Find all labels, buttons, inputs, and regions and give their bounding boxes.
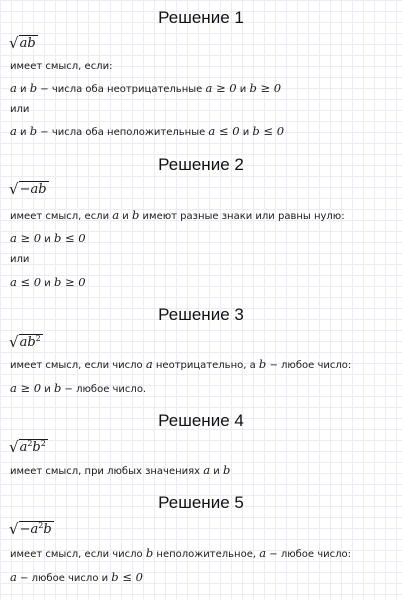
- condition-intro-3: имеет смысл, если число a неотрицательно, а b − любое число:: [10, 357, 352, 371]
- condition-intro-2: имеет смысл, если a и b имеют разные знаки или равны нулю:: [10, 208, 345, 222]
- condition-nonpositive: a и b − числа оба неположительные a ≤ 0 и b ≤ 0: [10, 124, 285, 138]
- condition-intro-4: имеет смысл, при любых значениях a и b: [10, 463, 231, 477]
- expression-sqrt-minus-ab: √−ab: [9, 180, 47, 198]
- condition-5: a − любое число и b ≤ 0: [10, 570, 143, 584]
- heading-solution-2: Решение 2: [158, 155, 244, 174]
- heading-solution-3: Решение 3: [158, 305, 244, 324]
- condition-nonnegative: a и b − числа оба неотрицательные a ≥ 0 и b ≥ 0: [10, 81, 282, 95]
- condition-3: a ≥ 0 и b − любое число.: [10, 381, 147, 395]
- condition-intro-1: имеет смысл, если:: [10, 61, 113, 72]
- expression-sqrt-ab2: $√ab^2$: [9, 333, 41, 351]
- expression-sqrt-minus-a2b: $√-a^2b$: [9, 520, 52, 538]
- expression-sqrt-ab: √ab: [9, 34, 36, 52]
- condition-2a: a ≥ 0 и b ≤ 0: [10, 231, 86, 245]
- or-label-2: или: [10, 254, 30, 265]
- heading-solution-4: Решение 4: [158, 411, 244, 430]
- expression-sqrt-a2b2: $√a^2b^2$: [9, 438, 46, 456]
- heading-solution-5: Решение 5: [158, 493, 244, 512]
- or-label-1: или: [10, 104, 30, 115]
- heading-solution-1: Решение 1: [158, 8, 244, 27]
- condition-2b: a ≤ 0 и b ≥ 0: [10, 275, 86, 289]
- condition-intro-5: имеет смысл, если число b неположительное, a − любое число:: [10, 546, 352, 560]
